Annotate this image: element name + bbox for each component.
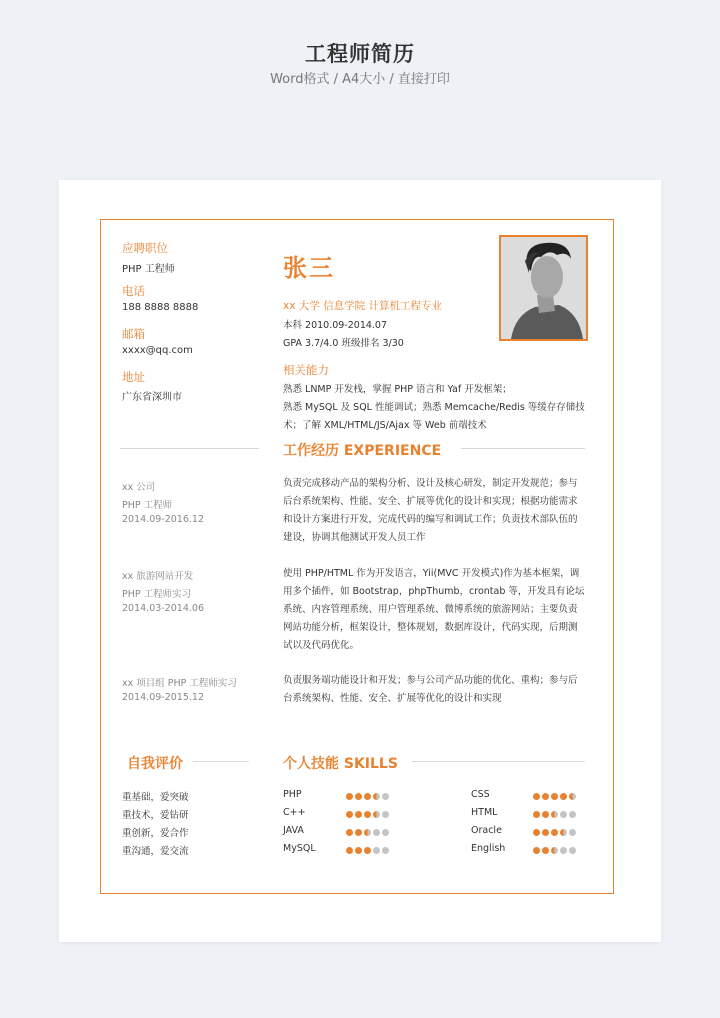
job-value: PHP 工程师 — [122, 264, 175, 275]
rating-dot — [373, 847, 380, 854]
abilities-title: 相关能力 — [283, 363, 329, 377]
experience-title: 工作经历 EXPERIENCE — [283, 443, 442, 459]
rating-dot — [346, 847, 353, 854]
exp-description — [283, 672, 585, 708]
exp-desc-line: 用多个插件，如 Bootstrap，phpThumb，crontab 等，开发具有论坛 — [283, 586, 585, 597]
exp-period: 2014.09-2015.12 — [122, 692, 204, 703]
exp-company: xx 旅游网站开发 — [122, 571, 194, 582]
rating-dot — [355, 811, 362, 818]
exp-role: PHP 工程师实习 — [122, 589, 192, 600]
self-eval-item: 重创新，爱合作 — [122, 828, 189, 839]
ability-line: 熟悉 LNMP 开发栈，掌握 PHP 语言和 Yaf 开发框架； — [283, 384, 512, 395]
exp-desc-line: 使用 PHP/HTML 作为开发语言，Yii(MVC 开发模式)作为基本框架，调 — [283, 568, 580, 579]
divider — [193, 761, 249, 762]
exp-company: xx 项目组 PHP 工程师实习 — [122, 678, 237, 689]
rating-dot — [355, 829, 362, 836]
rating-dot — [373, 793, 380, 800]
address-label: 地址 — [122, 370, 145, 384]
rating-dot — [346, 793, 353, 800]
rating-dot — [364, 829, 371, 836]
job-label: 应聘职位 — [122, 241, 168, 255]
rating-dot — [569, 793, 576, 800]
rating-dot — [569, 811, 576, 818]
skill-name: JAVA — [283, 825, 304, 836]
exp-desc-line: 台系统架构、性能、安全、扩展等优化的设计和实现 — [283, 693, 502, 704]
skill-rating — [346, 793, 389, 800]
skill-rating — [533, 811, 576, 818]
skill-rating — [346, 847, 389, 854]
skill-name: CSS — [471, 789, 490, 800]
rating-dot — [382, 847, 389, 854]
skill-rating — [533, 829, 576, 836]
skill-name: C++ — [283, 807, 306, 818]
rating-dot — [373, 829, 380, 836]
skill-rating — [346, 829, 389, 836]
skill-name: Oracle — [471, 825, 502, 836]
rating-dot — [551, 811, 558, 818]
exp-description — [283, 475, 585, 547]
rating-dot — [551, 847, 558, 854]
rating-dot — [346, 829, 353, 836]
exp-role: PHP 工程师 — [122, 500, 173, 511]
exp-company: xx 公司 — [122, 482, 156, 493]
rating-dot — [542, 811, 549, 818]
rating-dot — [364, 847, 371, 854]
skill-rating — [346, 811, 389, 818]
skill-rating — [533, 793, 576, 800]
rating-dot — [551, 829, 558, 836]
rating-dot — [382, 793, 389, 800]
skill-name: HTML — [471, 807, 498, 818]
exp-desc-line: 建设，协调其他测试开发人员工作 — [283, 532, 426, 543]
ability-line: 熟悉 MySQL 及 SQL 性能调试；熟悉 Memcache/Redis 等缓存存储技 — [283, 402, 585, 413]
rating-dot — [382, 829, 389, 836]
rating-dot — [364, 811, 371, 818]
ability-line: 术；了解 XML/HTML/JS/Ajax 等 Web 前端技术 — [283, 420, 487, 431]
rating-dot — [560, 847, 567, 854]
rating-dot — [542, 793, 549, 800]
rating-dot — [533, 829, 540, 836]
skills-title: 个人技能 SKILLS — [283, 756, 398, 772]
skill-rating — [533, 847, 576, 854]
skill-name: MySQL — [283, 843, 316, 854]
rating-dot — [355, 793, 362, 800]
exp-desc-line: 和设计方案进行开发，完成代码的编写和调试工作；负责技术部队伍的 — [283, 514, 578, 525]
address-value: 广东省深圳市 — [122, 392, 182, 403]
email-label: 邮箱 — [122, 327, 145, 341]
exp-desc-line: 后台系统架构、性能、安全、扩展等优化的设计和实现；根据功能需求 — [283, 496, 578, 507]
phone-value: 188 8888 8888 — [122, 302, 199, 313]
exp-desc-line: 网站功能分析，框架设计，整体规划，数据库设计，代码实现，后期测 — [283, 622, 578, 633]
rating-dot — [560, 793, 567, 800]
rating-dot — [382, 811, 389, 818]
exp-desc-line: 系统、内容管理系统、用户管理系统、微博系统的旅游网站；主要负责 — [283, 604, 578, 615]
rating-dot — [355, 847, 362, 854]
gpa-info: GPA 3.7/4.0 班级排名 3/30 — [283, 338, 404, 349]
page-title: 工程师简历 — [305, 42, 415, 66]
self-eval-item: 重技术，爱钻研 — [122, 810, 189, 821]
rating-dot — [551, 793, 558, 800]
degree-info: 本科 2010.09-2014.07 — [283, 320, 388, 331]
rating-dot — [542, 829, 549, 836]
rating-dot — [542, 847, 549, 854]
candidate-name: 张三 — [283, 254, 335, 282]
rating-dot — [533, 847, 540, 854]
divider — [412, 761, 585, 762]
self-eval-title: 自我评价 — [127, 756, 183, 772]
rating-dot — [533, 793, 540, 800]
exp-period: 2014.03-2014.06 — [122, 603, 204, 614]
person-portrait-icon — [501, 237, 586, 339]
exp-desc-line: 负责完成移动产品的架构分析、设计及核心研发，制定开发规范；参与 — [283, 478, 578, 489]
self-eval-item: 重沟通，爱交流 — [122, 846, 189, 857]
rating-dot — [373, 811, 380, 818]
rating-dot — [533, 811, 540, 818]
phone-label: 电话 — [122, 284, 145, 298]
skill-name: English — [471, 843, 506, 854]
exp-period: 2014.09-2016.12 — [122, 514, 204, 525]
rating-dot — [560, 829, 567, 836]
page-subtitle: Word格式 / A4大小 / 直接打印 — [270, 72, 450, 87]
email-value: xxxx@qq.com — [122, 345, 193, 356]
exp-desc-line: 负责服务端功能设计和开发；参与公司产品功能的优化、重构；参与后 — [283, 675, 578, 686]
skill-name: PHP — [283, 789, 302, 800]
self-eval-item: 重基础，爱突破 — [122, 792, 189, 803]
rating-dot — [346, 811, 353, 818]
exp-description — [283, 565, 585, 655]
divider — [120, 448, 259, 449]
divider — [461, 448, 585, 449]
school-info: xx 大学 信息学院 计算机工程专业 — [283, 300, 442, 312]
profile-photo — [499, 235, 588, 341]
rating-dot — [569, 829, 576, 836]
rating-dot — [560, 811, 567, 818]
rating-dot — [569, 847, 576, 854]
exp-desc-line: 试以及代码优化。 — [283, 640, 360, 651]
rating-dot — [364, 793, 371, 800]
